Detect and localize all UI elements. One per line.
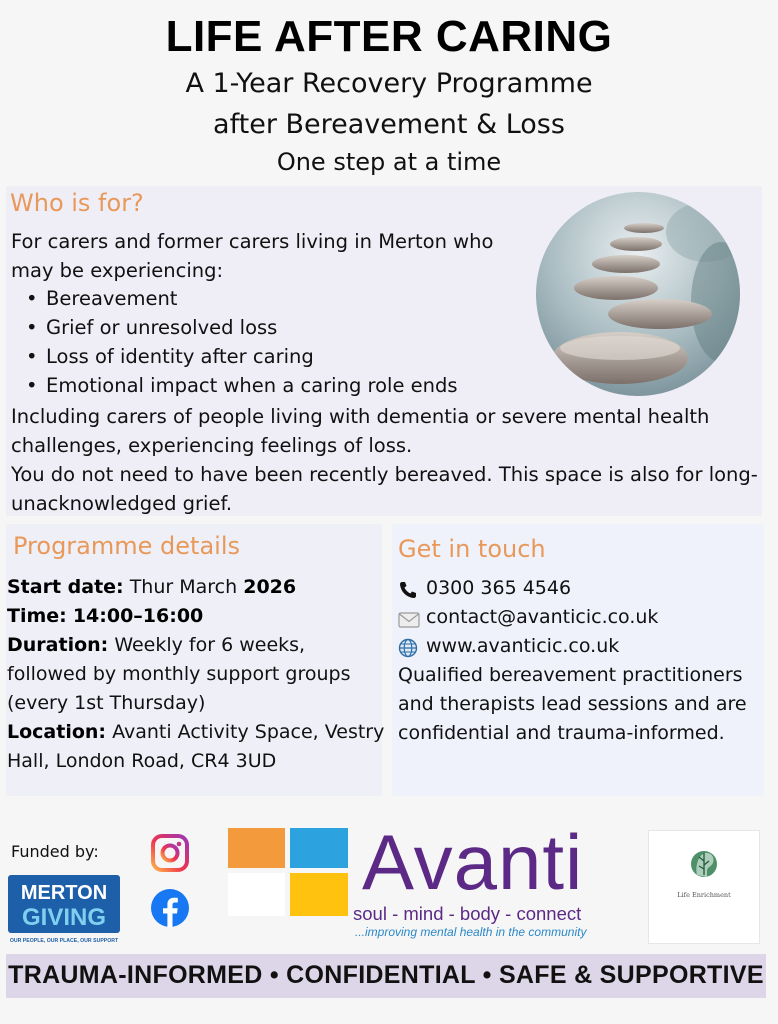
- time-value: 14:00–16:00: [72, 605, 204, 627]
- contact-description: Qualified bereavement practitioners and therapists lead sessions and are confidential and trauma-informed.: [398, 664, 747, 744]
- time-label: Time:: [7, 605, 67, 627]
- list-item: • Bereavement: [26, 284, 458, 313]
- phone-number[interactable]: 0300 365 4546: [426, 577, 572, 599]
- list-item: • Loss of identity after caring: [26, 342, 458, 371]
- avanti-logo-name: Avanti: [362, 818, 584, 906]
- website-link[interactable]: www.avanticic.co.uk: [426, 635, 620, 657]
- avanti-logo-squares: [228, 828, 352, 918]
- footer-text: TRAUMA-INFORMED • CONFIDENTIAL • SAFE & SUPPORTIVE: [8, 961, 764, 989]
- list-item: • Grief or unresolved loss: [26, 313, 458, 342]
- email-address[interactable]: contact@avanticic.co.uk: [426, 606, 659, 628]
- funded-by-label: Funded by:: [11, 842, 99, 861]
- merton-logo-tagline: OUR PEOPLE, OUR PLACE, OUR SUPPORT: [9, 938, 119, 944]
- contact-details: [398, 574, 758, 748]
- stepping-stones-image: [536, 192, 740, 396]
- who-paragraph-bereaved: You do not need to have been recently bereaved. This space is also for long-unacknowledged grief.: [11, 463, 758, 515]
- who-list: [26, 284, 458, 400]
- life-enrichment-logo-text: Life Enrichment: [677, 891, 731, 899]
- start-date-label: Start date:: [7, 576, 124, 598]
- merton-giving-logo: [8, 875, 120, 945]
- location-value: Avanti Activity Space, Vestry Hall, London Road, CR4 3UD: [7, 721, 385, 772]
- merton-logo-line1: MERTON: [20, 882, 108, 904]
- who-intro: For carers and former carers living in Merton who may be experiencing:: [11, 230, 494, 282]
- start-date-year: 2026: [243, 576, 297, 598]
- globe-icon: [398, 638, 420, 656]
- phone-icon: [398, 580, 420, 598]
- tagline: One step at a time: [276, 148, 502, 176]
- list-item: • Emotional impact when a caring role ends: [26, 371, 458, 400]
- duration-label: Duration:: [7, 634, 109, 656]
- page-title: LIFE AFTER CARING: [165, 12, 613, 61]
- duration-value: Weekly for 6 weeks, followed by monthly support groups (every 1st Thursday): [7, 634, 351, 714]
- location-label: Location:: [7, 721, 107, 743]
- envelope-icon: [398, 609, 420, 627]
- contact-heading: Get in touch: [398, 535, 546, 563]
- merton-logo-line2: GIVING: [21, 904, 107, 931]
- life-enrichment-logo: [648, 830, 760, 944]
- subtitle-line-2: after Bereavement & Loss: [213, 109, 565, 140]
- instagram-icon[interactable]: [150, 833, 190, 873]
- subtitle-line-1: A 1-Year Recovery Programme: [185, 68, 593, 99]
- who-heading: Who is for?: [10, 189, 144, 217]
- phone-line[interactable]: [398, 574, 758, 603]
- facebook-icon[interactable]: [150, 888, 190, 928]
- footer-banner: [6, 954, 766, 998]
- email-line[interactable]: [398, 603, 758, 632]
- website-line[interactable]: [398, 632, 758, 661]
- avanti-logo-subtagline: ...improving mental health in the community: [355, 925, 587, 939]
- who-paragraph-dementia: Including carers of people living with dementia or severe mental health challenges, experiencing feelings of loss.: [11, 405, 710, 457]
- programme-heading: Programme details: [13, 532, 240, 560]
- programme-details: [7, 573, 387, 776]
- start-date-value: Thur March: [129, 576, 238, 598]
- avanti-logo-tagline: soul - mind - body - connect: [353, 903, 582, 924]
